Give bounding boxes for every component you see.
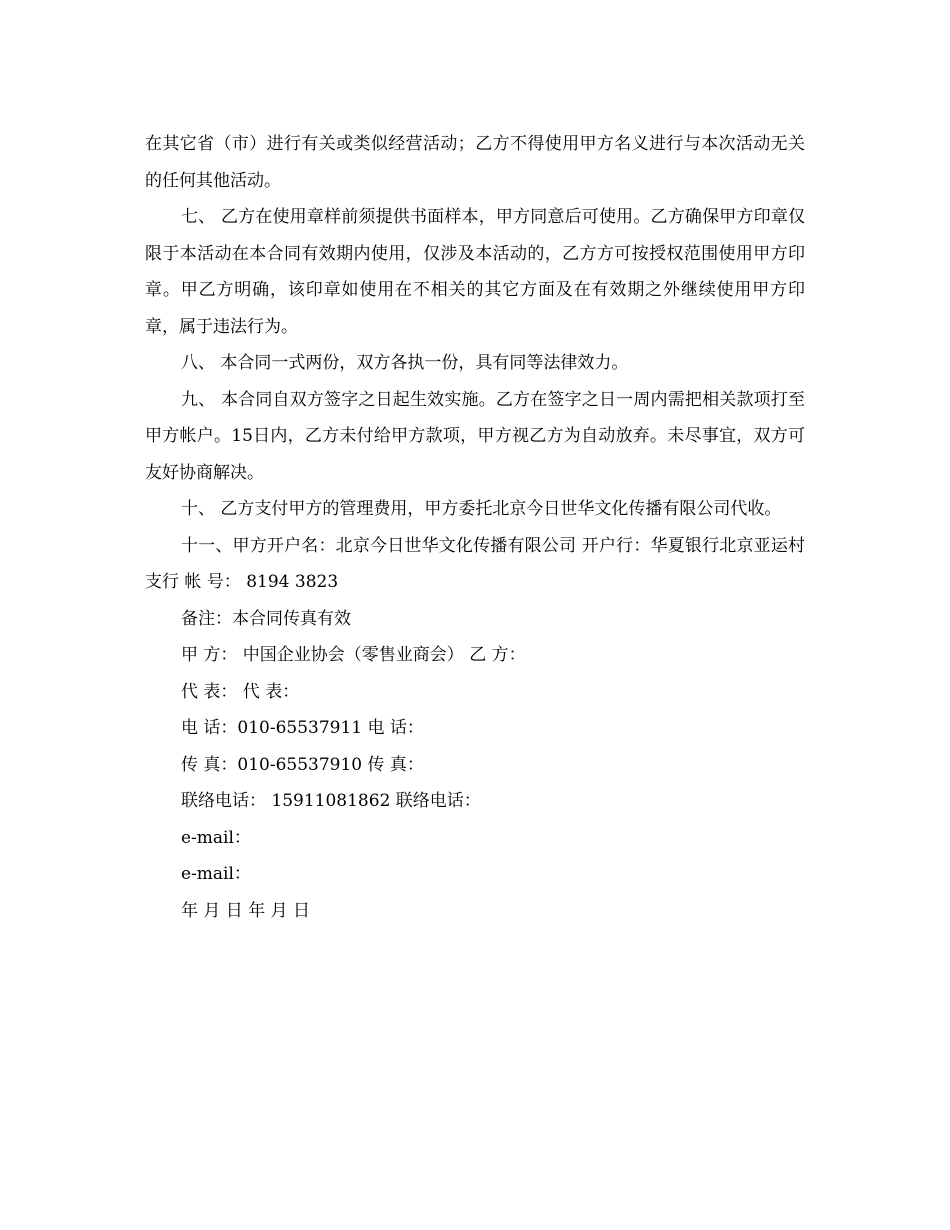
clause-nine: 九、 本合同自双方签字之日起生效实施。乙方在签字之日一周内需把相关款项打至甲方帐户。15日内，乙方未付给甲方款项，甲方视乙方为自动放弃。未尽事宜，双方可友好协商解决。 — [145, 389, 805, 483]
paragraph-continuation: 在其它省（市）进行有关或类似经营活动；乙方不得使用甲方名义进行与本次活动无关的任何其他活动。 — [145, 134, 805, 191]
clause-eight: 八、 本合同一式两份，双方各执一份，具有同等法律效力。 — [181, 353, 629, 373]
party-line: 甲 方： 中国企业协会（零售业商会） 乙 方： — [181, 645, 526, 665]
fax-line: 传 真：010-65537910 传 真： — [181, 754, 424, 775]
email-line-party-a: e-mail： — [181, 827, 251, 848]
date-line: 年 月 日 年 月 日 — [181, 900, 311, 921]
phone-line: 电 话：010-65537911 电 话： — [181, 718, 424, 738]
clause-eleven-bank-info: 十一、甲方开户名：北京今日世华文化传播有限公司 开户行：华夏银行北京亚运村支行 帐 号： 8194 3823 — [145, 535, 805, 592]
contact-phone-line: 联络电话： 15911081862 联络电话： — [181, 791, 481, 811]
representative-line: 代 表： 代 表： — [181, 681, 300, 702]
email-line-party-b: e-mail： — [181, 864, 251, 884]
clause-ten: 十、 乙方支付甲方的管理费用，甲方委托北京今日世华文化传播有限公司代收。 — [181, 499, 782, 519]
contract-document — [145, 126, 805, 929]
remark-line: 备注：本合同传真有效 — [181, 608, 351, 629]
clause-seven: 七、 乙方在使用章样前须提供书面样本，甲方同意后可使用。乙方确保甲方印章仅限于本活动在本合同有效期内使用，仅涉及本活动的，乙方方可按授权范围使用甲方印章。甲乙方明确，该印章如使用在不相关的其它方面及在有效期之外继续使用甲方印章，属于违法行为。 — [145, 207, 805, 337]
